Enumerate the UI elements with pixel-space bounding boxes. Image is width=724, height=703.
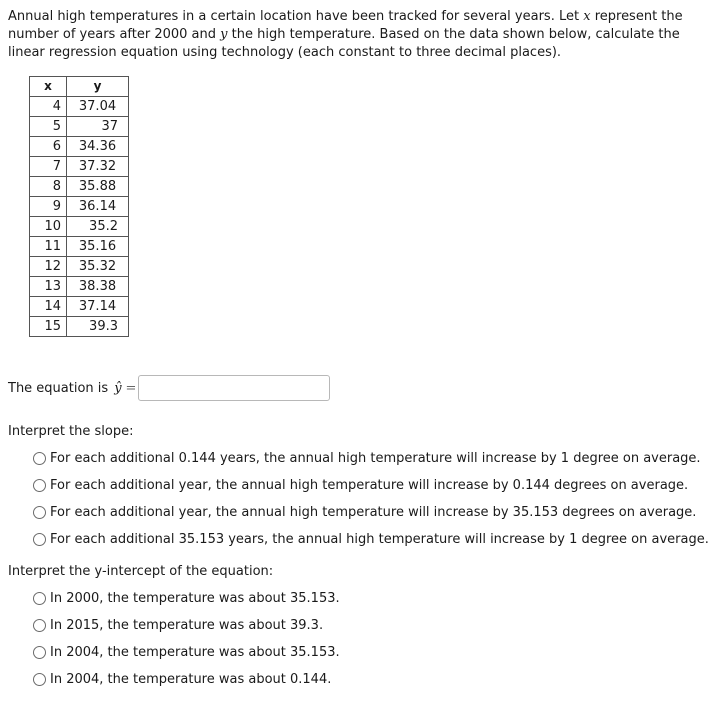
x-cell: 4 bbox=[30, 97, 67, 117]
data-table bbox=[29, 76, 129, 337]
slope-option[interactable] bbox=[33, 499, 709, 526]
x-cell: 13 bbox=[30, 277, 67, 297]
slope-option[interactable] bbox=[33, 526, 709, 553]
y-cell: 39.3 bbox=[67, 317, 129, 337]
x-column-header: x bbox=[30, 77, 67, 97]
y-column-header: y bbox=[67, 77, 129, 97]
x-cell: 11 bbox=[30, 237, 67, 257]
x-cell: 10 bbox=[30, 217, 67, 237]
intro-text-3: the high temperature. Based on the data shown below, calculate the linear regression equation using technology (each constant to three decimal places). bbox=[8, 27, 680, 60]
radio-button[interactable] bbox=[33, 479, 46, 492]
option-label: In 2015, the temperature was about 39.3. bbox=[50, 618, 324, 633]
x-cell: 15 bbox=[30, 317, 67, 337]
equation-row bbox=[8, 373, 330, 403]
option-label: For each additional 35.153 years, the annual high temperature will increase by 1 degree on average. bbox=[50, 532, 709, 547]
option-label: In 2004, the temperature was about 0.144. bbox=[50, 672, 332, 687]
table-row bbox=[30, 297, 129, 317]
y-cell: 37.04 bbox=[67, 97, 129, 117]
x-cell: 6 bbox=[30, 137, 67, 157]
x-cell: 9 bbox=[30, 197, 67, 217]
y-cell: 36.14 bbox=[67, 197, 129, 217]
table-row bbox=[30, 137, 129, 157]
slope-question-label: Interpret the slope: bbox=[8, 424, 134, 439]
intercept-option[interactable] bbox=[33, 666, 340, 693]
y-cell: 38.38 bbox=[67, 277, 129, 297]
radio-button[interactable] bbox=[33, 646, 46, 659]
radio-button[interactable] bbox=[33, 619, 46, 632]
intro-text-1: Annual high temperatures in a certain location have been tracked for several years. Let bbox=[8, 9, 584, 24]
y-cell: 37.32 bbox=[67, 157, 129, 177]
radio-button[interactable] bbox=[33, 452, 46, 465]
slope-options bbox=[33, 445, 709, 553]
x-cell: 8 bbox=[30, 177, 67, 197]
y-cell: 35.32 bbox=[67, 257, 129, 277]
option-label: In 2000, the temperature was about 35.153. bbox=[50, 591, 340, 606]
intercept-option[interactable] bbox=[33, 612, 340, 639]
y-cell: 37.14 bbox=[67, 297, 129, 317]
equals-sign: = bbox=[125, 380, 137, 396]
var-y: y bbox=[220, 27, 228, 42]
radio-button[interactable] bbox=[33, 506, 46, 519]
y-cell: 37 bbox=[67, 117, 129, 137]
y-cell: 34.36 bbox=[67, 137, 129, 157]
x-cell: 5 bbox=[30, 117, 67, 137]
radio-button[interactable] bbox=[33, 533, 46, 546]
table-row bbox=[30, 157, 129, 177]
table-row bbox=[30, 217, 129, 237]
table-row bbox=[30, 117, 129, 137]
radio-button[interactable] bbox=[33, 673, 46, 686]
problem-statement bbox=[8, 8, 708, 62]
table-row bbox=[30, 237, 129, 257]
var-x: x bbox=[583, 9, 591, 24]
table-header-row bbox=[30, 77, 129, 97]
intercept-options bbox=[33, 585, 340, 693]
table-row bbox=[30, 177, 129, 197]
equation-input[interactable] bbox=[138, 375, 330, 401]
y-cell: 35.88 bbox=[67, 177, 129, 197]
intro-text-2: represent the number of years after 2000 and bbox=[8, 9, 683, 42]
table-row bbox=[30, 317, 129, 337]
x-cell: 12 bbox=[30, 257, 67, 277]
x-cell: 7 bbox=[30, 157, 67, 177]
table-row bbox=[30, 197, 129, 217]
intercept-option[interactable] bbox=[33, 639, 340, 666]
table-row bbox=[30, 277, 129, 297]
equation-label: The equation is bbox=[8, 380, 109, 396]
slope-option[interactable] bbox=[33, 472, 709, 499]
radio-button[interactable] bbox=[33, 592, 46, 605]
intercept-option[interactable] bbox=[33, 585, 340, 612]
intercept-question-label: Interpret the y-intercept of the equation: bbox=[8, 564, 274, 579]
table-row bbox=[30, 257, 129, 277]
y-hat-symbol: ŷ bbox=[114, 380, 122, 396]
table-row bbox=[30, 97, 129, 117]
x-cell: 14 bbox=[30, 297, 67, 317]
option-label: In 2004, the temperature was about 35.153. bbox=[50, 645, 340, 660]
y-cell: 35.16 bbox=[67, 237, 129, 257]
option-label: For each additional year, the annual high temperature will increase by 0.144 degrees on average. bbox=[50, 478, 689, 493]
y-cell: 35.2 bbox=[67, 217, 129, 237]
option-label: For each additional 0.144 years, the annual high temperature will increase by 1 degree on average. bbox=[50, 451, 701, 466]
slope-option[interactable] bbox=[33, 445, 709, 472]
option-label: For each additional year, the annual high temperature will increase by 35.153 degrees on average. bbox=[50, 505, 697, 520]
